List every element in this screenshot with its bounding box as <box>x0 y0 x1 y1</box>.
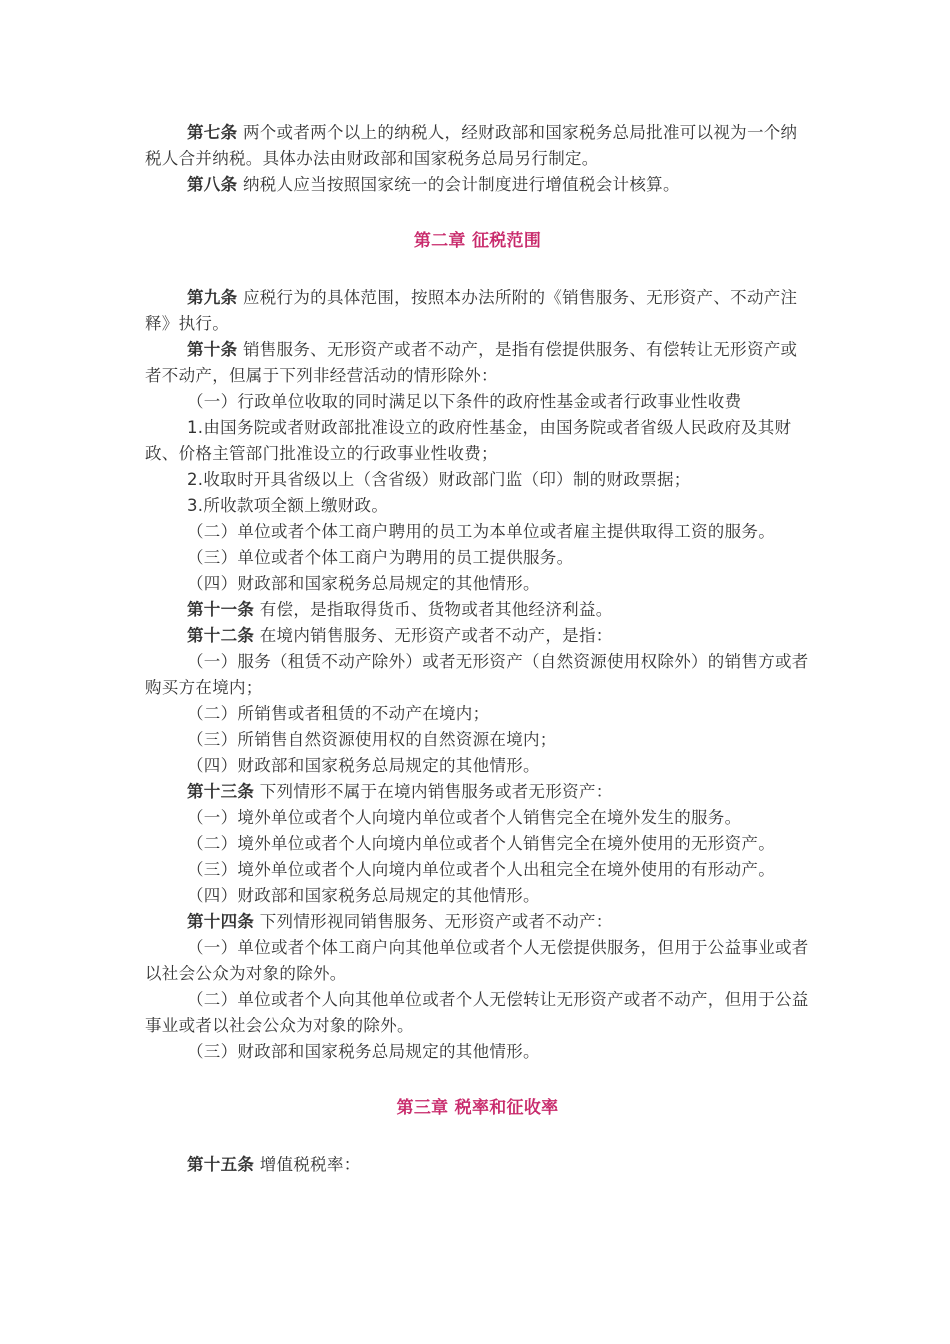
paragraph-text: 在境内销售服务、无形资产或者不动产，是指： <box>254 626 613 645</box>
clause-paragraph <box>145 701 810 727</box>
article-label: 第十三条 <box>187 782 255 801</box>
paragraph-text: （三）单位或者个体工商户为聘用的员工提供服务。 <box>187 548 574 567</box>
article-paragraph <box>145 285 810 337</box>
clause-paragraph <box>145 857 810 883</box>
paragraph-text: （一）行政单位收取的同时满足以下条件的政府性基金或者行政事业性收费 <box>187 392 742 411</box>
clause-paragraph <box>145 467 810 493</box>
clause-paragraph <box>145 805 810 831</box>
article-paragraph <box>145 1152 810 1178</box>
paragraph-text: （二）单位或者个体工商户聘用的员工为本单位或者雇主提供取得工资的服务。 <box>187 522 775 541</box>
clause-paragraph <box>145 493 810 519</box>
article-label: 第十条 <box>187 340 238 359</box>
article-label: 第十二条 <box>187 626 255 645</box>
article-paragraph <box>145 623 810 649</box>
paragraph-text: （一）境外单位或者个人向境内单位或者个人销售完全在境外发生的服务。 <box>187 808 742 827</box>
paragraph-text: （二）单位或者个人向其他单位或者个人无偿转让无形资产或者不动产，但用于公益事业或者以社会公众为对象的除外。 <box>145 990 809 1035</box>
clause-paragraph <box>145 389 810 415</box>
paragraph-text: 3.所收款项全额上缴财政。 <box>187 496 389 515</box>
clause-paragraph <box>145 649 810 701</box>
paragraph-text: 2.收取时开具省级以上（含省级）财政部门监（印）制的财政票据； <box>187 470 691 489</box>
article-paragraph <box>145 337 810 389</box>
section-3 <box>145 1152 810 1178</box>
section-2 <box>145 285 810 1065</box>
paragraph-text: （一）单位或者个体工商户向其他单位或者个人无偿提供服务，但用于公益事业或者以社会公众为对象的除外。 <box>145 938 809 983</box>
paragraph-text: 两个或者两个以上的纳税人，经财政部和国家税务总局批准可以视为一个纳税人合并纳税。具体办法由财政部和国家税务总局另行制定。 <box>145 123 798 168</box>
article-paragraph <box>145 172 810 198</box>
section-1 <box>145 120 810 198</box>
paragraph-text: （三）财政部和国家税务总局规定的其他情形。 <box>187 1042 540 1061</box>
article-paragraph <box>145 909 810 935</box>
paragraph-text: （一）服务（租赁不动产除外）或者无形资产（自然资源使用权除外）的销售方或者购买方在境内； <box>145 652 809 697</box>
article-paragraph <box>145 779 810 805</box>
paragraph-text: 有偿，是指取得货币、货物或者其他经济利益。 <box>254 600 613 619</box>
clause-paragraph <box>145 935 810 987</box>
clause-paragraph <box>145 1039 810 1065</box>
article-label: 第八条 <box>187 175 238 194</box>
clause-paragraph <box>145 545 810 571</box>
paragraph-text: （二）境外单位或者个人向境内单位或者个人销售完全在境外使用的无形资产。 <box>187 834 775 853</box>
paragraph-text: （四）财政部和国家税务总局规定的其他情形。 <box>187 756 540 775</box>
clause-paragraph <box>145 415 810 467</box>
article-label: 第九条 <box>187 288 238 307</box>
paragraph-text: 纳税人应当按照国家统一的会计制度进行增值税会计核算。 <box>237 175 680 194</box>
document-body <box>145 120 810 1178</box>
paragraph-text: （四）财政部和国家税务总局规定的其他情形。 <box>187 574 540 593</box>
article-label: 第七条 <box>187 123 238 142</box>
clause-paragraph <box>145 987 810 1039</box>
clause-paragraph <box>145 519 810 545</box>
chapter-3-heading: 第三章 税率和征收率 <box>396 1098 559 1118</box>
paragraph-text: 增值税税率： <box>254 1155 361 1174</box>
paragraph-text: （四）财政部和国家税务总局规定的其他情形。 <box>187 886 540 905</box>
paragraph-text: （二）所销售或者租赁的不动产在境内； <box>187 704 490 723</box>
article-label: 第十四条 <box>187 912 255 931</box>
article-paragraph <box>145 597 810 623</box>
paragraph-text: 下列情形不属于在境内销售服务或者无形资产： <box>254 782 613 801</box>
article-label: 第十五条 <box>187 1155 255 1174</box>
clause-paragraph <box>145 831 810 857</box>
paragraph-text: （三）境外单位或者个人向境内单位或者个人出租完全在境外使用的有形动产。 <box>187 860 775 879</box>
clause-paragraph <box>145 571 810 597</box>
paragraph-text: 销售服务、无形资产或者不动产，是指有偿提供服务、有偿转让无形资产或者不动产，但属于下列非经营活动的情形除外： <box>145 340 798 385</box>
chapter-2-heading: 第二章 征税范围 <box>413 231 542 251</box>
clause-paragraph <box>145 753 810 779</box>
article-label: 第十一条 <box>187 600 255 619</box>
paragraph-text: 应税行为的具体范围，按照本办法所附的《销售服务、无形资产、不动产注释》执行。 <box>145 288 798 333</box>
clause-paragraph <box>145 883 810 909</box>
paragraph-text: 1.由国务院或者财政部批准设立的政府性基金，由国务院或者省级人民政府及其财政、价格主管部门批准设立的行政事业性收费； <box>145 418 792 463</box>
paragraph-text: （三）所销售自然资源使用权的自然资源在境内； <box>187 730 557 749</box>
clause-paragraph <box>145 727 810 753</box>
article-paragraph <box>145 120 810 172</box>
paragraph-text: 下列情形视同销售服务、无形资产或者不动产： <box>254 912 613 931</box>
